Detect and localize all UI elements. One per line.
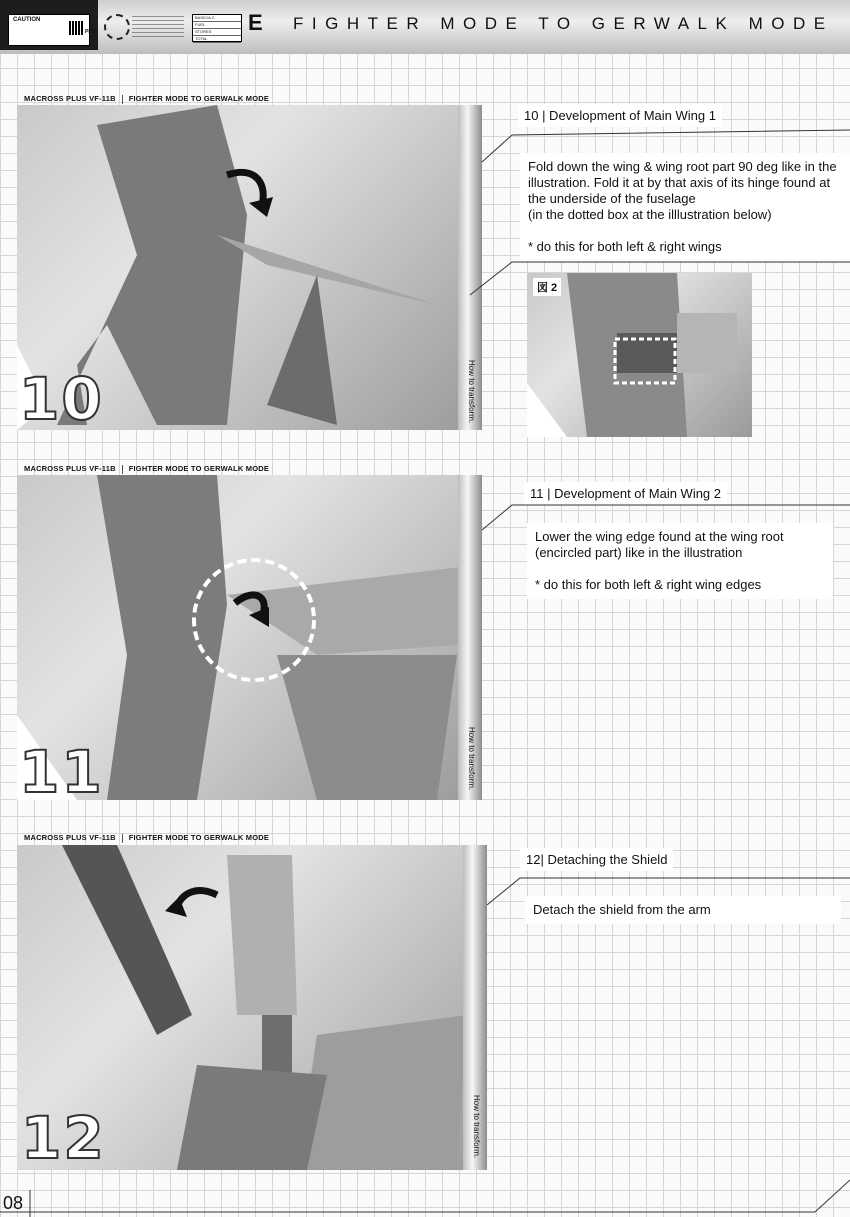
step-title: 10 | Development of Main Wing 1 xyxy=(518,104,722,127)
barcode-icon xyxy=(69,21,83,35)
tag-product: MACROSS PLUS VF-11B xyxy=(24,94,116,103)
step-11-photo xyxy=(17,475,482,800)
panel-tag xyxy=(24,94,269,104)
step-title: 11 | Development of Main Wing 2 xyxy=(524,482,727,505)
panel-tag xyxy=(24,464,269,474)
tag-section: FIGHTER MODE TO GERWALK MODE xyxy=(128,833,270,842)
page-number: 08 xyxy=(3,1193,24,1213)
spec-row: TOTAL xyxy=(193,36,241,43)
page-title: FIGHTER MODE TO GERWALK MODE xyxy=(293,14,834,33)
panel-spine xyxy=(458,475,482,800)
header-label-block xyxy=(0,0,98,50)
step-number: 10 xyxy=(19,365,104,430)
spec-row: BASIC/A.C xyxy=(193,15,241,22)
page-header xyxy=(0,0,850,54)
tag-product: MACROSS PLUS VF-11B xyxy=(24,833,116,842)
tag-section: FIGHTER MODE TO GERWALK MODE xyxy=(128,94,270,103)
footer-line xyxy=(0,1180,850,1212)
spec-row: FUEL xyxy=(193,22,241,29)
hinge-detail-illustration xyxy=(527,273,752,437)
detail-inset-photo xyxy=(527,273,752,437)
panel-spine xyxy=(458,105,482,430)
spine-label: How to transform. xyxy=(467,360,476,424)
step-instructions: Detach the shield from the arm xyxy=(525,896,841,924)
tag-product: MACROSS PLUS VF-11B xyxy=(24,464,116,473)
e-mark xyxy=(248,12,268,40)
step-instructions: Fold down the wing & wing root part 90 deg like in the illustration. Fold it at by that axis of its hinge found at the underside of the fuselage (in the dotted box at the illlustration below) * do this for both left & right wings xyxy=(520,153,850,261)
spec-table xyxy=(192,14,242,42)
spine-label: How to transform. xyxy=(467,727,476,791)
caution-label xyxy=(8,14,96,46)
inset-label: 図 2 xyxy=(533,278,561,296)
spine-label: How to transform. xyxy=(472,1095,481,1159)
pkg-code: PKG xyxy=(85,29,96,35)
dashed-circle-logo-icon xyxy=(104,14,130,40)
panel-tag xyxy=(24,833,269,843)
caution-title: CAUTION xyxy=(13,17,41,23)
step-number: 12 xyxy=(21,1104,106,1170)
step-10-photo xyxy=(17,105,482,430)
fine-print-block xyxy=(132,16,184,38)
step-instructions: Lower the wing edge found at the wing root (encircled part) like in the illustration * do this for both left & right wing edges xyxy=(527,523,833,599)
e-letter: E xyxy=(248,10,263,35)
step-title: 12| Detaching the Shield xyxy=(520,848,673,871)
step-12-photo xyxy=(17,845,487,1170)
tag-section: FIGHTER MODE TO GERWALK MODE xyxy=(128,464,270,473)
panel-spine xyxy=(463,845,487,1170)
step-number: 11 xyxy=(19,738,104,800)
spec-row: STORES xyxy=(193,29,241,36)
